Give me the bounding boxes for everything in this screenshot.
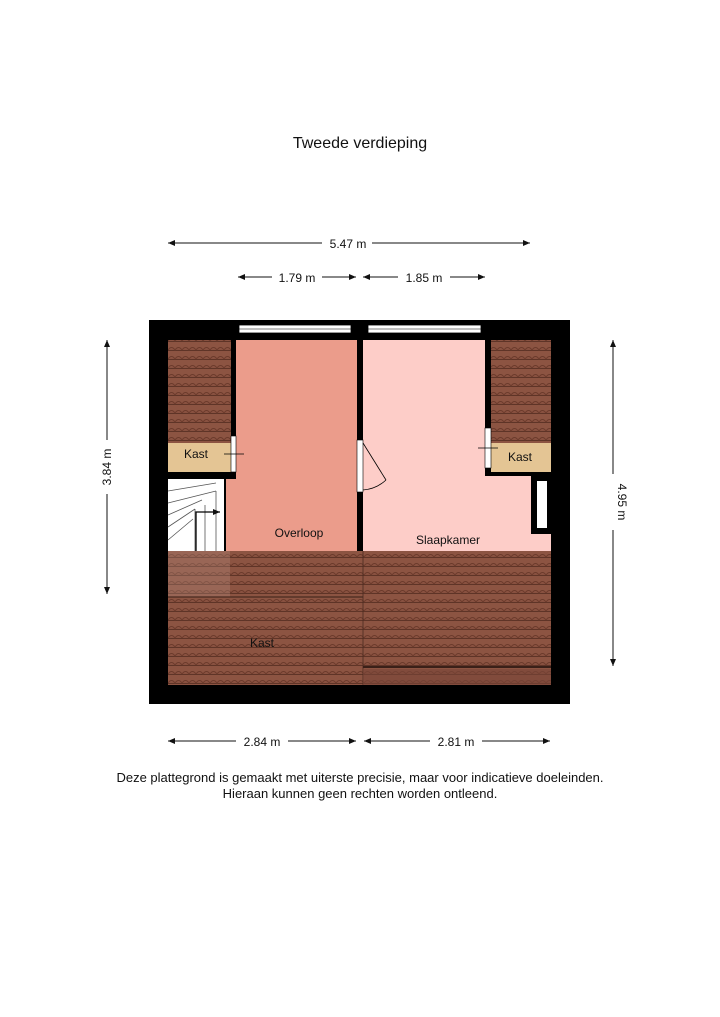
plan-title: Tweede verdieping [292,135,428,152]
label-kast-right: Kast [507,450,533,464]
dimension-left-height [100,340,114,594]
dimension-top-total [168,237,530,251]
dimension-top-left-label: 1.79 m [278,271,316,285]
label-slaapkamer: Slaapkamer [415,533,481,547]
window-top-right [368,325,481,333]
roof-area-top-left [168,340,231,443]
wall-kast-right-bottom [485,472,551,476]
dimension-bottom-right-label: 2.81 m [437,735,475,749]
dimension-top-right-label: 1.85 m [405,271,443,285]
disclaimer-line-2: Hieraan kunnen geen rechten worden ontleend. [222,786,498,801]
label-overloop: Overloop [274,526,324,540]
dimension-left-height-label: 3.84 m [100,448,114,486]
dimension-bottom-right [364,735,550,749]
duct-shaft-inner [537,481,547,528]
dimension-right-height-label: 4.95 m [615,483,629,521]
dimension-top-total-label: 5.47 m [329,237,367,251]
label-kast-bottom: Kast [249,636,275,650]
roof-area-top-right [491,340,551,443]
dimension-top-left [238,271,356,285]
wall-stair-right [224,479,226,551]
dimension-right-height [613,340,629,666]
staircase [168,479,225,551]
dimension-bottom-left-label: 2.84 m [243,735,281,749]
wall-kast-left-bottom [168,472,236,479]
dimension-top-right [363,271,485,285]
disclaimer-line-1: Deze plattegrond is gemaakt met uiterste precisie, maar voor indicatieve doeleinden. [116,770,604,785]
roof-overlay-stair [168,551,230,597]
label-kast-left: Kast [183,447,209,461]
dimension-bottom-left [168,735,356,749]
window-top-left [239,325,351,333]
